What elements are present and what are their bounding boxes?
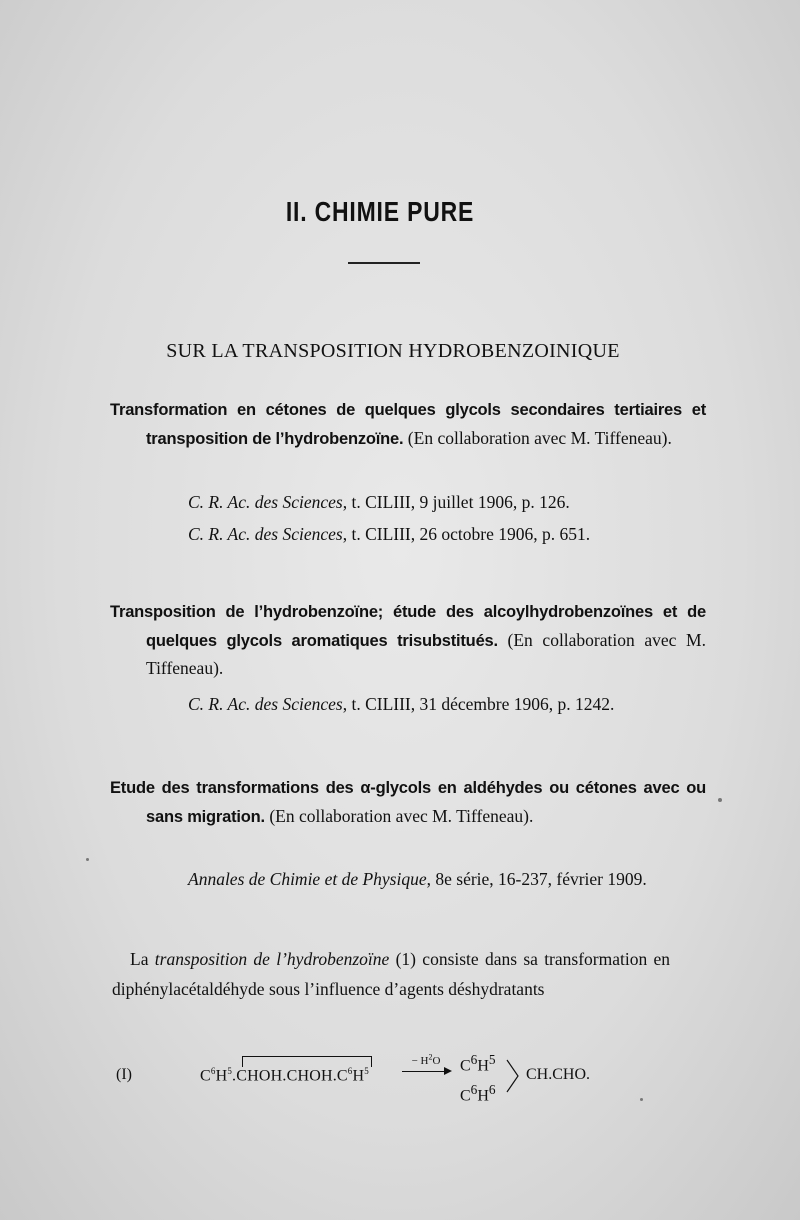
paragraph-lead: La bbox=[130, 949, 149, 969]
reference-3 bbox=[188, 691, 686, 719]
entry-note: (En collaboration avec M. Tiffeneau). bbox=[269, 805, 534, 826]
entry-note: (En collaboration avec M. Tiffeneau). bbox=[407, 427, 672, 448]
reference-journal: C. R. Ac. des Sciences bbox=[188, 524, 343, 544]
reference-detail: , 8e série, 16-237, février 1909. bbox=[426, 869, 647, 889]
body-paragraph bbox=[112, 944, 670, 1004]
reference-detail: , t. CILIII, 26 octobre 1906, p. 651. bbox=[342, 524, 591, 544]
product-bottom: $C^6H^6$ bbox=[460, 1082, 496, 1105]
arrow-line bbox=[402, 1071, 450, 1072]
entry-title: Transformation en cétones de quelques glycols secondaires tertiaires et transposition de l’hydrobenzoïne. bbox=[110, 401, 706, 448]
entry-note: (En collaboration avec M. Tiffeneau). bbox=[146, 629, 706, 678]
reference-journal: C. R. Ac. des Sciences bbox=[188, 492, 343, 512]
entry-1 bbox=[110, 396, 706, 453]
section-title: SUR LA TRANSPOSITION HYDROBENZOINIQUE bbox=[166, 340, 620, 362]
reference-journal: Annales de Chimie et de Physique bbox=[188, 869, 427, 889]
entry-title: Transposition de l’hydrobenzoïne; étude des alcoylhydrobenzoïnes et de quelques glycols aromatiques trisubstitués. bbox=[110, 603, 706, 650]
entry-title: Etude des transformations des α-glycols en aldéhydes ou cétones avec ou sans migration. bbox=[110, 779, 706, 826]
reference-2 bbox=[188, 521, 686, 549]
reference-detail: , t. CILIII, 31 décembre 1906, p. 1242. bbox=[342, 694, 615, 714]
scan-speck bbox=[640, 1098, 643, 1101]
chemical-equation bbox=[110, 1040, 710, 1110]
reaction-reagent: − $H^2O$ bbox=[411, 1052, 441, 1067]
reference-detail: , t. CILIII, 9 juillet 1906, p. 126. bbox=[342, 492, 570, 512]
scan-speck bbox=[718, 798, 722, 802]
paragraph-rest: (1) consiste dans sa transformation en diphénylacétaldéhyde sous l’influence d’agents déshydratants bbox=[112, 949, 671, 999]
equation-label: (I) bbox=[116, 1066, 132, 1083]
reference-4 bbox=[188, 866, 686, 894]
paragraph-term: transposition de l’hydrobenzoïne bbox=[154, 949, 390, 969]
title-rule bbox=[348, 262, 420, 264]
reaction-arrow bbox=[402, 1052, 450, 1072]
product-brace bbox=[506, 1058, 520, 1094]
scan-speck bbox=[86, 858, 89, 861]
entry-3 bbox=[110, 774, 706, 831]
product-top: $C^6H^5$ bbox=[460, 1052, 496, 1075]
reference-journal: C. R. Ac. des Sciences bbox=[188, 694, 343, 714]
product-tail: CH.CHO. bbox=[526, 1066, 591, 1083]
reference-1 bbox=[188, 489, 686, 517]
entry-2 bbox=[110, 598, 706, 683]
chapter-title: II. CHIMIE PURE bbox=[285, 196, 475, 227]
equation-reactant: $C^6H^5.CHOH.CHOH.C^6H^5$ bbox=[200, 1066, 369, 1085]
